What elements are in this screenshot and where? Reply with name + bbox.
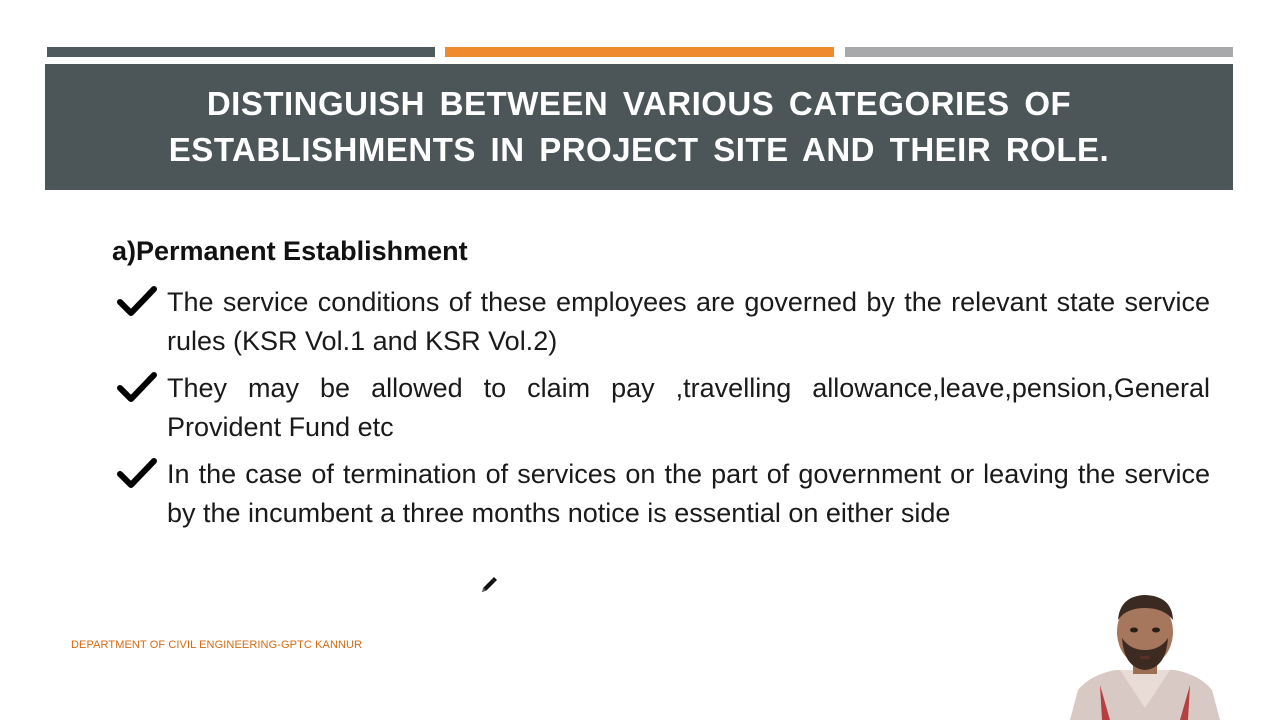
bullet-text: The service conditions of these employees are governed by the relevant state service rules (KSR Vol.1 and KSR Vol.2): [167, 287, 1210, 356]
bullet-item: [115, 283, 1210, 361]
bullet-text: In the case of termination of services on the part of government or leaving the service by the incumbent a three months notice is essential on either side: [167, 459, 1210, 528]
presenter-webcam-icon: [1060, 590, 1230, 720]
bullet-item: [115, 455, 1210, 533]
top-stripe-orange: [445, 47, 834, 57]
footer-department: DEPARTMENT OF CIVIL ENGINEERING-GPTC KANNUR: [71, 639, 363, 651]
checkmark-icon: [117, 371, 157, 403]
section-heading: a)Permanent Establishment: [112, 236, 468, 266]
bullet-list: [115, 283, 1210, 541]
slide-title: DISTINGUISH BETWEEN VARIOUS CATEGORIES OF ESTABLISHMENTS IN PROJECT SITE AND THEIR ROLE.: [168, 85, 1110, 168]
bullet-text: They may be allowed to claim pay ,travelling allowance,leave,pension,General Provident Fund etc: [167, 373, 1210, 442]
title-band: [45, 64, 1233, 190]
pen-cursor-icon: [479, 575, 499, 595]
top-stripe-gray: [845, 47, 1233, 57]
checkmark-icon: [117, 457, 157, 489]
bullet-item: [115, 369, 1210, 447]
top-stripe-dark: [47, 47, 435, 57]
checkmark-icon: [117, 285, 157, 317]
